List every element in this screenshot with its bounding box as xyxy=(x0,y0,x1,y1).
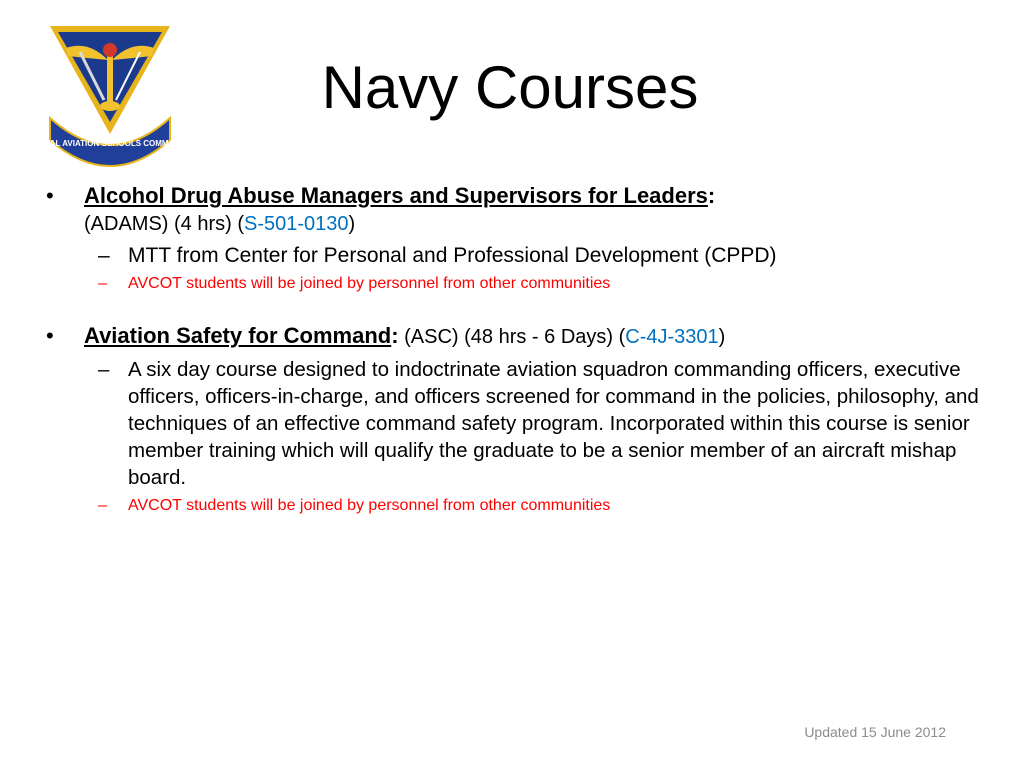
dash-symbol: – xyxy=(98,358,110,381)
course-details-prefix: (ASC) (48 hrs - 6 Days) ( xyxy=(398,326,626,348)
course-item-adams xyxy=(46,182,996,238)
bullet-symbol: • xyxy=(46,323,54,348)
sub-item-cppd xyxy=(46,242,996,269)
course-details-suffix: ) xyxy=(718,326,726,348)
page-title: Navy Courses xyxy=(321,54,699,121)
sub-item-text: MTT from Center for Personal and Professional Development (CPPD) xyxy=(128,244,777,267)
dash-symbol: – xyxy=(98,275,107,292)
updated-date: Updated 15 June 2012 xyxy=(804,724,946,740)
dash-symbol: – xyxy=(98,497,107,514)
course-list xyxy=(46,182,996,517)
course-details-suffix: ) xyxy=(348,213,356,235)
sub-item-avcot-note xyxy=(46,273,996,295)
heading-colon: : xyxy=(707,183,716,208)
sub-item-text: A six day course designed to indoctrinate aviation squadron commanding officers, executive officers, officers-in-charge, and officers screened for command in the policies, philosophy, and techniques of an effective command safety program. Incorporated within this course is senior member training which will qualify the graduate to be a senior member of an aircraft mishap board. xyxy=(128,358,979,489)
course-heading-adams: Alcohol Drug Abuse Managers and Supervisors for Leaders xyxy=(84,183,708,208)
course-code-link[interactable]: S-501-0130 xyxy=(244,213,349,235)
bullet-symbol: • xyxy=(46,183,54,208)
sub-item-text: AVCOT students will be joined by personnel from other communities xyxy=(128,497,611,514)
dash-symbol: – xyxy=(98,244,110,267)
seal-banner-text: NAVAL AVIATION SCHOOLS COMMAND xyxy=(34,139,186,148)
course-heading-asc: Aviation Safety for Command xyxy=(84,323,392,348)
course-item-asc xyxy=(46,321,996,352)
sub-item-avcot-note xyxy=(46,495,996,517)
naval-aviation-schools-command-seal-icon xyxy=(34,22,186,160)
course-code-link[interactable]: C-4J-3301 xyxy=(625,326,719,348)
heading-colon: : xyxy=(391,323,399,348)
course-details-prefix: (ADAMS) (4 hrs) ( xyxy=(84,213,244,235)
sub-item-text: AVCOT students will be joined by personnel from other communities xyxy=(128,275,611,292)
sub-item-description xyxy=(46,356,996,491)
